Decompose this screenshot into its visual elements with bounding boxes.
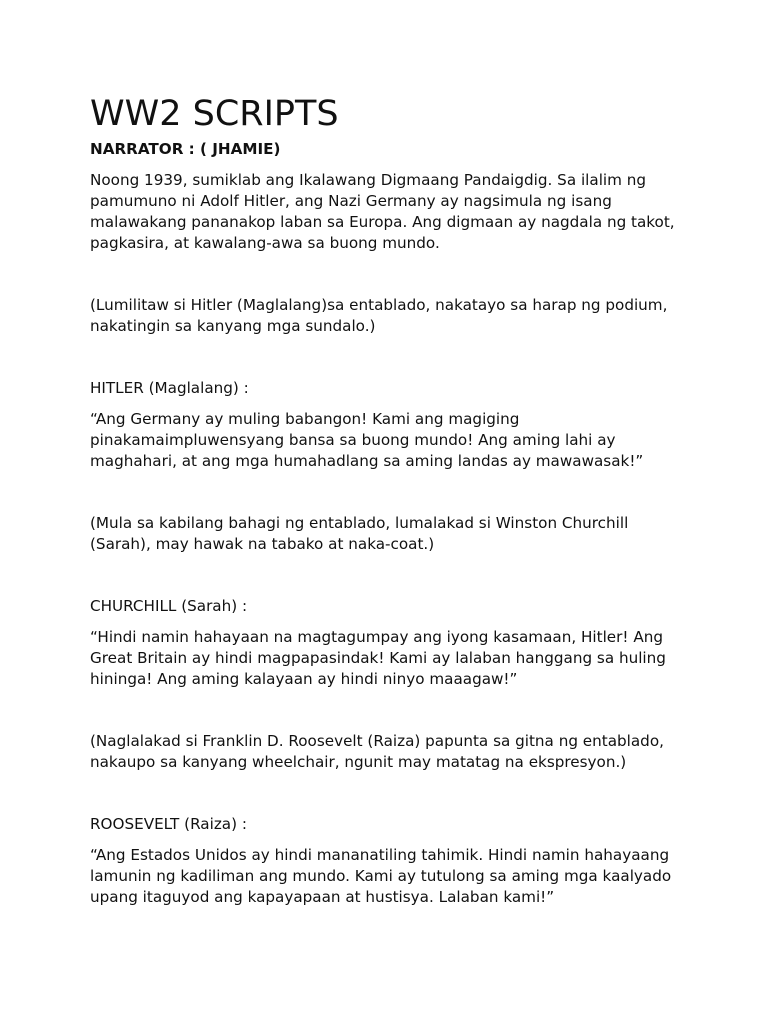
narrator-line: Noong 1939, sumiklab ang Ikalawang Digmaang Pandaigdig. Sa ilalim ng xyxy=(90,171,647,189)
narrator-line: pamumuno ni Adolf Hitler, ang Nazi Germany ay nagsimula ng isang xyxy=(90,192,612,210)
hitler-heading: HITLER (Maglalang) : xyxy=(90,379,249,397)
roosevelt-line: lamunin ng kadiliman ang mundo. Kami ay tutulong sa aming mga kaalyado xyxy=(90,867,672,885)
churchill-line: hininga! Ang aming kalayaan ay hindi ninyo maaagaw!” xyxy=(90,670,518,688)
roosevelt-line: upang itaguyod ang kapayapaan at hustisya. Lalaban kami!” xyxy=(90,888,555,906)
churchill-heading: CHURCHILL (Sarah) : xyxy=(90,597,248,615)
document-title: WW2 SCRIPTS xyxy=(90,94,339,134)
narrator-line: pagkasira, at kawalang-awa sa buong mundo. xyxy=(90,234,440,252)
churchill-line: “Hindi namin hahayaan na magtagumpay ang iyong kasamaan, Hitler! Ang xyxy=(90,628,663,646)
hitler-line: maghahari, at ang mga humahadlang sa aming landas ay mawawasak!” xyxy=(90,452,644,470)
roosevelt-line: “Ang Estados Unidos ay hindi mananatiling tahimik. Hindi namin hahayaang xyxy=(90,846,670,864)
stage-direction-line: nakatingin sa kanyang mga sundalo.) xyxy=(90,317,376,335)
stage-direction-line: (Mula sa kabilang bahagi ng entablado, lumalakad si Winston Churchill xyxy=(90,514,629,532)
stage-direction-line: (Sarah), may hawak na tabako at naka-coat.) xyxy=(90,535,435,553)
churchill-line: Great Britain ay hindi magpapasindak! Kami ay lalaban hanggang sa huling xyxy=(90,649,666,667)
hitler-line: “Ang Germany ay muling babangon! Kami ang magiging xyxy=(90,410,520,428)
narrator-line: malawakang pananakop laban sa Europa. Ang digmaan ay nagdala ng takot, xyxy=(90,213,675,231)
stage-direction-line: (Naglalakad si Franklin D. Roosevelt (Raiza) papunta sa gitna ng entablado, xyxy=(90,732,664,750)
roosevelt-heading: ROOSEVELT (Raiza) : xyxy=(90,815,247,833)
stage-direction-line: nakaupo sa kanyang wheelchair, ngunit may matatag na ekspresyon.) xyxy=(90,753,627,771)
stage-direction-line: (Lumilitaw si Hitler (Maglalang)sa entablado, nakatayo sa harap ng podium, xyxy=(90,296,668,314)
narrator-heading: NARRATOR : ( JHAMIE) xyxy=(90,140,281,158)
hitler-line: pinakamaimpluwensyang bansa sa buong mundo! Ang aming lahi ay xyxy=(90,431,616,449)
